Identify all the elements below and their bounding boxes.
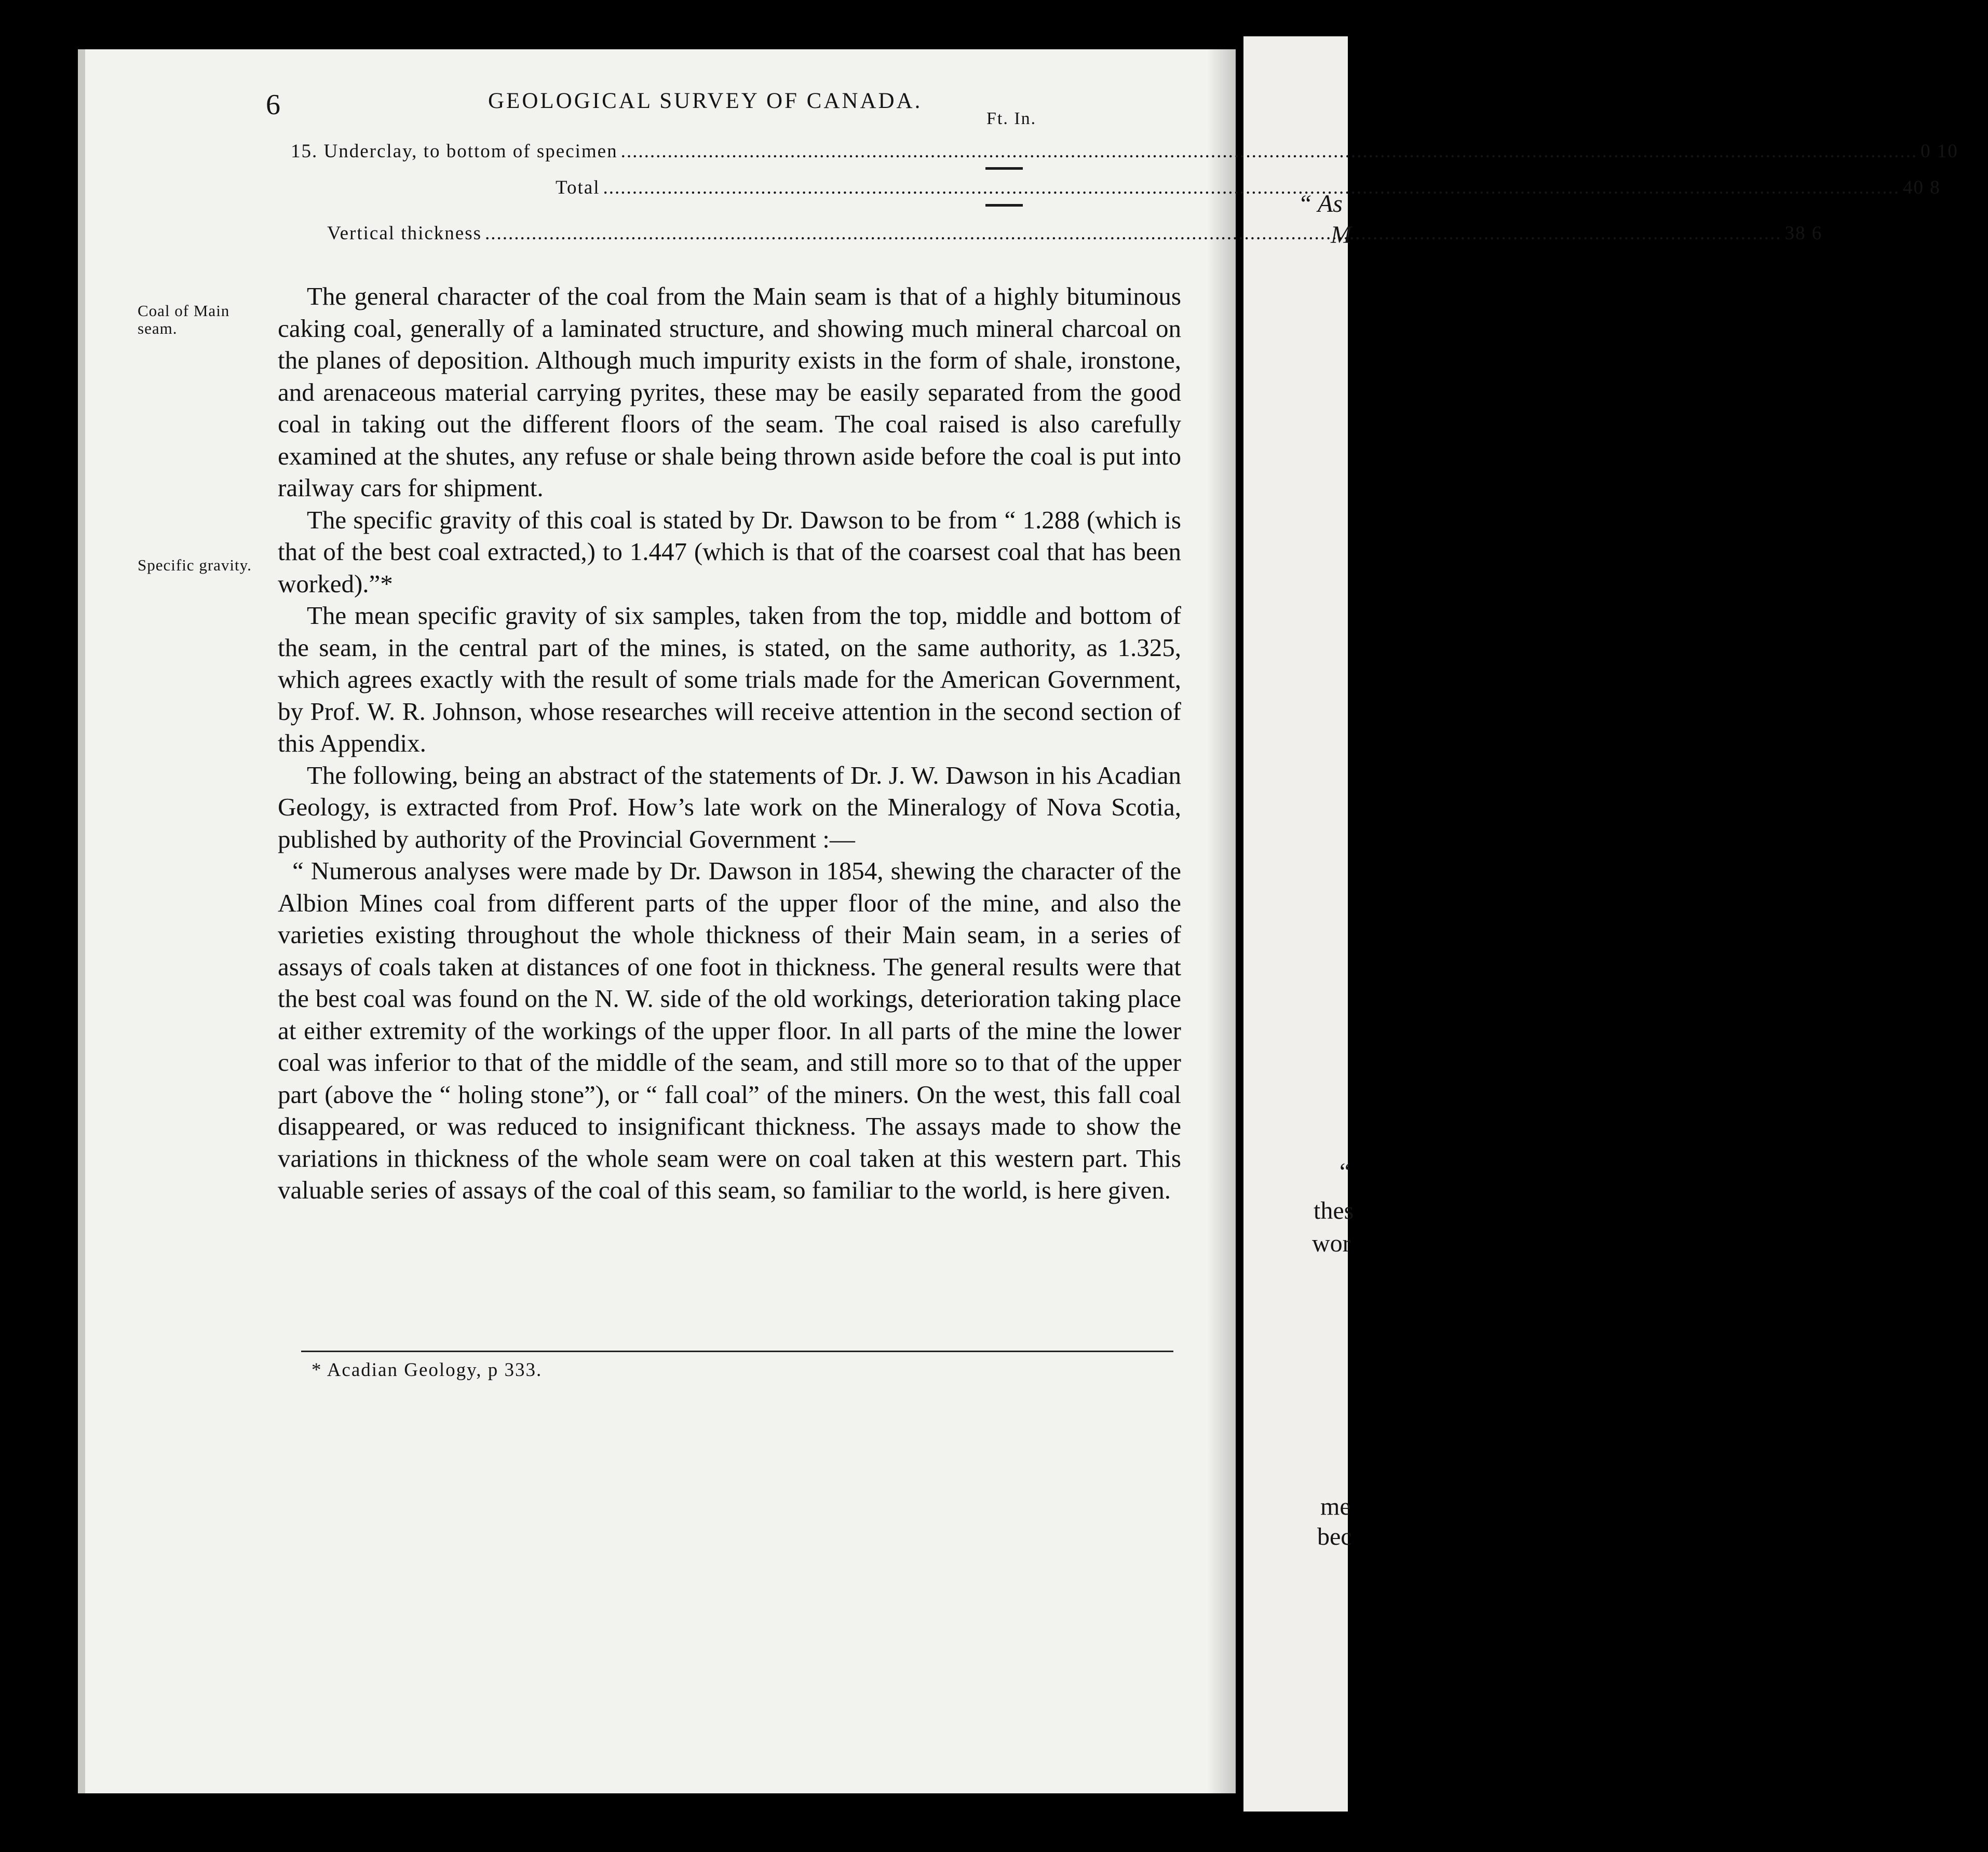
facing-page-text: me (1320, 1493, 1351, 1520)
footnote: * Acadian Geology, p 333. (312, 1359, 543, 1381)
row-label: Vertical thickness (327, 223, 482, 244)
footnote-rule (301, 1351, 1173, 1352)
row-value: 40 8 (1903, 177, 1941, 198)
leader-dots (485, 222, 1782, 244)
facing-page-text: thes (1314, 1197, 1354, 1224)
scan-border-left (0, 0, 78, 1852)
sum-rule (985, 204, 1023, 207)
row-value: 0 10 (1921, 141, 1958, 162)
facing-page-text: wor (1312, 1230, 1351, 1257)
running-head: GEOLOGICAL SURVEY OF CANADA. (488, 89, 923, 113)
paragraph-specific-gravity: The specific gravity of this coal is stated by Dr. Dawson to be from “ 1.288 (which is that of the best coal extracted,) to 1.447 (which is that of the coarsest coal that has been worked).”* (278, 505, 1181, 598)
paragraph-coal-character: The general character of the coal from the Main seam is that of a highly bituminous caking coal, generally of a laminated structure, and showing much mineral charcoal on the planes of deposition. Although much impurity exists in the form of shale, ironstone, and arenaceous material carrying pyrites, these may be easily separated from the good coal in taking out the different floors of the seam. The coal raised is also carefully examined at the shutes, any refuse or shale being thrown aside before the coal is put into railway cars for shipment. (278, 282, 1181, 502)
paragraph-abstract-intro: The following, being an abstract of the statements of Dr. J. W. Dawson in his Acadian Geology, is extracted from Prof. How’s late work on the Mineralogy of Nova Scotia, published by authority of the Provincial Government :— (278, 760, 1181, 853)
facing-page-text: “ (1340, 1158, 1351, 1186)
row-value: 38 6 (1784, 223, 1823, 244)
table-row (556, 176, 1941, 199)
facing-page-fragment (1243, 36, 1354, 1812)
row-label: Total (556, 177, 600, 198)
gutter-shadow (1207, 49, 1236, 1793)
leader-dots (621, 140, 1918, 162)
page-number: 6 (266, 89, 280, 121)
facing-page-text: “ As (1298, 190, 1343, 217)
paragraph-mean-gravity: The mean specific gravity of six samples, taken from the top, middle and bottom of the seam, in the central part of the mines, is stated, on the same authority, as 1.325, which agrees exactly with the result of some trials made for the American Government, by Prof. W. R. Johnson, whose researches will receive attention in the second section of this Appendix. (278, 601, 1181, 757)
facing-page-text: M (1331, 221, 1351, 249)
sum-rule (985, 167, 1023, 170)
body-text (278, 280, 1181, 1206)
margin-note-coal-of-main-seam: Coal of Main seam. (138, 302, 230, 337)
leader-dots (603, 176, 1900, 199)
margin-note-specific-gravity: Specific gravity. (138, 556, 252, 574)
paragraph-quotation: “ Numerous analyses were made by Dr. Dawson in 1854, shewing the character of the Albion Mines coal from different parts of the upper floor of the mine, and also the varieties existing throughout the whole thickness of their Main seam, in a series of assays of coals taken at distances of one foot in thickness. The general results were that the best coal was found on the N. W. side of the old workings, deterioration taking place at either extremity of the workings of the upper floor. In all parts of the mine the lower coal was inferior to that of the middle of the seam, and still more so to that of the upper part (above the “ holing stone”), or “ fall coal” of the miners. On the west, this fall coal disappeared, or was reduced to insignificant thickness. The assays made to show the variations in thickness of the whole seam were on coal taken at this western part. This valuable series of assays of the coal of this seam, so familiar to the world, is here given. (278, 856, 1181, 1204)
row-label: 15. Underclay, to bottom of specimen (291, 141, 618, 162)
table-row (327, 222, 1823, 244)
table-column-head: Ft. In. (986, 109, 1037, 128)
facing-page-text: bec (1317, 1523, 1352, 1550)
table-row (291, 140, 1958, 162)
